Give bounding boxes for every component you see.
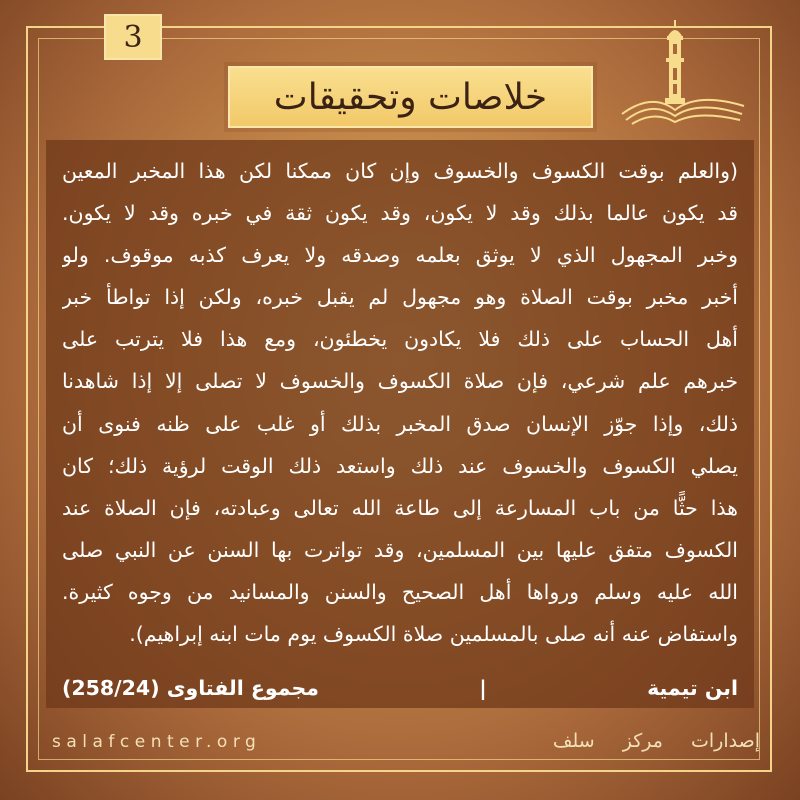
publisher-name: إصدارات مركز سلف <box>552 730 760 752</box>
minaret-book-logo-icon <box>612 18 752 128</box>
quote-line: قد يكون عالما بذلك وقد لا يكون، وقد يكون ثقة في خبره وقد لا يكون. <box>62 201 738 226</box>
source-author: ابن تيمية <box>647 676 738 700</box>
page-number-badge <box>104 14 162 60</box>
quote-line: يصلي الكسوف والخسوف عند ذلك واستعد ذلك الوقت لرؤية ذلك؛ كان <box>62 453 738 478</box>
website-url: salafcenter.org <box>52 732 262 752</box>
quote-body <box>62 150 738 655</box>
quote-line: وخبر المجهول الذي لا يوثق بعلمه وصدقه ولا يعرف كذبه موقوف. ولو <box>62 243 738 268</box>
quote-line: خبرهم علم شرعي، فإن صلاة الكسوف والخسوف لا تصلى إلا إذا شاهدنا <box>62 369 738 394</box>
source-book: مجموع الفتاوى (258/24) <box>62 676 319 700</box>
quote-line: واستفاض عنه أنه صلى بالمسلمين صلاة الكسوف يوم مات ابنه إبراهيم). <box>129 622 738 647</box>
quote-line: أهل الحساب على ذلك فلا يكادون يخطئون، ومع هذا فلا يترتب على <box>62 327 738 352</box>
quote-line: أخبر مخبر بوقت الصلاة وهو مجهول لم يقبل خبره، ولكن إذا تواطأ خبر <box>62 285 738 310</box>
quote-line: الله عليه وسلم ورواها أهل الصحيح والسنن والمسانيد من وجوه كثيرة. <box>62 579 738 604</box>
title-banner <box>228 66 593 128</box>
source-citation <box>62 676 738 704</box>
source-separator: | <box>479 676 487 700</box>
quote-line: هذا حثًّا من باب المسارعة إلى طاعة الله تعالى وعبادته، فإن الصلاة عند <box>62 495 738 520</box>
page-title: خلاصات وتحقيقات <box>273 76 548 118</box>
quote-line: (والعلم بوقت الكسوف والخسوف وإن كان ممكنا لكن هذا المخبر المعين <box>62 159 738 183</box>
quote-line: الكسوف متفق عليها بين المسلمين، وقد تواترت بها السنن عن النبي صلى <box>62 537 738 562</box>
page-number: 3 <box>123 19 143 55</box>
quote-line: ذلك، وإذا جوّز الإنسان صدق المخبر بذلك أو غلب على ظنه فنوى أن <box>62 411 738 436</box>
